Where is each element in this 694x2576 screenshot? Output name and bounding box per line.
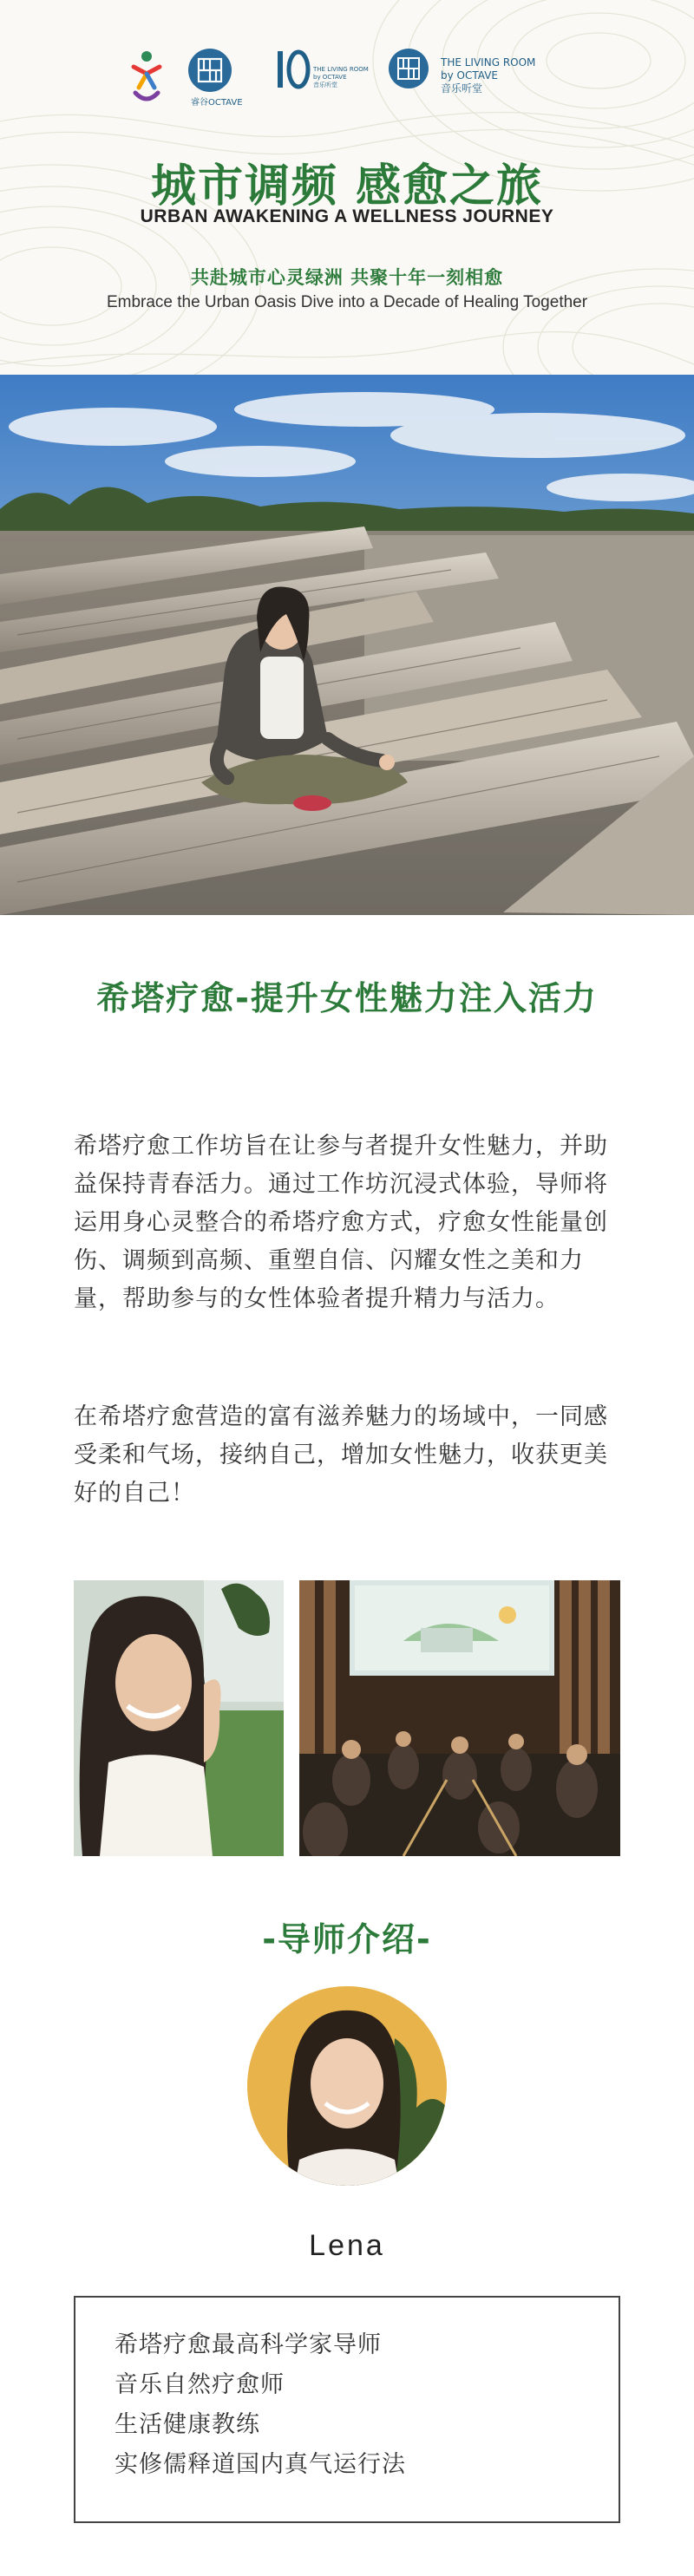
- ten-year-logo-caption: [313, 66, 369, 89]
- page-header: [0, 0, 694, 375]
- workshop-photo: [299, 1580, 620, 1856]
- bio-line: 音乐自然疗愈师: [115, 2371, 285, 2398]
- lr-logo-line2: by OCTAVE: [441, 69, 498, 82]
- living-room-logo: [388, 48, 429, 89]
- hero-meditation-photo: [0, 375, 694, 915]
- partner-logos: [0, 48, 694, 117]
- lr-logo-line1: THE LIVING ROOM: [441, 56, 536, 69]
- section-title: 希塔疗愈-提升女性魅力注入活力: [96, 979, 598, 1017]
- event-title-cn: 城市调频 感愈之旅: [150, 160, 544, 212]
- mentor-section-title: -导师介绍-: [262, 1920, 432, 1958]
- ten-logo-line1: THE LIVING ROOM: [313, 66, 369, 73]
- bio-line: 生活健康教练: [115, 2411, 260, 2438]
- living-room-logo-caption: [441, 56, 535, 95]
- intro-paragraph-2: 在希塔疗愈营造的富有滋养魅力的场域中，一同感受柔和气场，接纳自己，增加女性魅力，收获更美好的自己！: [74, 1403, 608, 1507]
- bio-line: 希塔疗愈最高科学家导师: [115, 2331, 382, 2358]
- ten-logo-line2: by OCTAVE: [313, 74, 347, 81]
- octave-logo-caption: 睿谷OCTAVE: [191, 98, 243, 108]
- mentor-bio-box: [74, 2296, 620, 2523]
- brand-figure-logo: [128, 48, 165, 108]
- mentor-avatar: [247, 1986, 447, 2186]
- event-title-en: URBAN AWAKENING A WELLNESS JOURNEY: [140, 206, 554, 226]
- ten-year-logo: [276, 48, 311, 91]
- lr-logo-line3: 音乐听堂: [441, 82, 483, 95]
- mentor-portrait-illustration: [247, 1986, 447, 2186]
- beach-driftwood-illustration: [0, 375, 694, 915]
- smiling-woman-illustration: [74, 1580, 284, 1856]
- ten-logo-line3: 音乐听堂: [313, 82, 337, 88]
- event-subtitle-cn: 共赴城市心灵绿洲 共聚十年一刻相愈: [190, 267, 504, 288]
- bio-line: 实修儒释道国内真气运行法: [115, 2451, 406, 2478]
- workshop-room-illustration: [299, 1580, 620, 1856]
- event-subtitle-en: Embrace the Urban Oasis Dive into a Decade of Healing Together: [106, 293, 588, 311]
- portrait-photo: [74, 1580, 284, 1856]
- mentor-name: Lena: [309, 2229, 385, 2262]
- intro-paragraph-1: 希塔疗愈工作坊旨在让参与者提升女性魅力，并助益保持青春活力。通过工作坊沉浸式体验，导师将运用身心灵整合的希塔疗愈方式，疗愈女性能量创伤、调频到高频、重塑自信、闪耀女性之美和力量，帮助参与的女性体验者提升精力与活力。: [74, 1133, 608, 1312]
- octave-logo: [187, 48, 232, 93]
